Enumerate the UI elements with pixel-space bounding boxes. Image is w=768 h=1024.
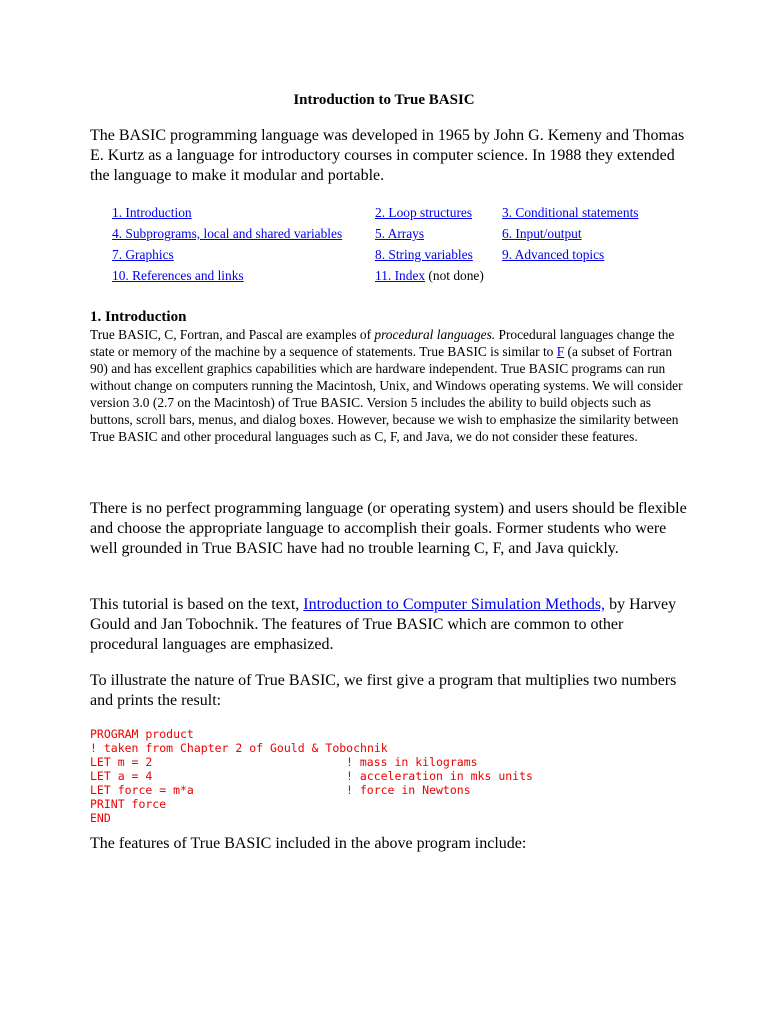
toc-row bbox=[112, 247, 639, 268]
section-heading-introduction: 1. Introduction bbox=[90, 309, 187, 325]
toc-link-conditional-statements[interactable]: 3. Conditional statements bbox=[502, 205, 639, 220]
code-comment: ! mass in kilograms bbox=[346, 755, 478, 769]
paragraph-text: This tutorial is based on the text, bbox=[90, 596, 304, 613]
toc-index-note: (not done) bbox=[425, 268, 484, 283]
toc-link-loop-structures[interactable]: 2. Loop structures bbox=[375, 205, 473, 220]
code-line bbox=[90, 783, 533, 797]
code-statement: LET force = m*a bbox=[90, 783, 194, 797]
italic-term: procedural languages. bbox=[374, 327, 496, 342]
code-statement: LET m = 2 bbox=[90, 755, 153, 769]
toc-link-subprograms[interactable]: 4. Subprograms, local and shared variables bbox=[112, 226, 343, 241]
section-paragraph-illustrate: To illustrate the nature of True BASIC, we first give a program that multiplies two numbers and prints the result: bbox=[90, 672, 677, 709]
intro-paragraph: The BASIC programming language was developed in 1965 by John G. Kemeny and Thomas E. Kurtz as a language for introductory courses in computer science. In 1988 they extended the language to make it modular and portable. bbox=[90, 127, 685, 184]
code-line bbox=[90, 755, 533, 769]
toc-link-input-output[interactable]: 6. Input/output bbox=[502, 226, 582, 241]
section-paragraph-no-perfect-language: There is no perfect programming language (or operating system) and users should be flexible and choose the appropriate language to accomplish their goals. Former students who were well grounded in True BASIC have had no trouble learning C, F, and Java quickly. bbox=[90, 500, 687, 557]
paragraph-text: Procedural languages change the state or memory of the machine by a sequence of statements. True BASIC is similar to bbox=[90, 327, 675, 359]
toc-row bbox=[112, 268, 639, 289]
toc-row bbox=[112, 205, 639, 226]
toc-link-index[interactable]: 11. Index bbox=[375, 268, 426, 283]
code-line: END bbox=[90, 811, 111, 825]
toc-link-string-variables[interactable]: 8. String variables bbox=[375, 247, 473, 262]
toc-link-introduction[interactable]: 1. Introduction bbox=[112, 205, 192, 220]
code-block bbox=[90, 727, 533, 825]
code-comment: ! acceleration in mks units bbox=[346, 769, 533, 783]
page-title: Introduction to True BASIC bbox=[293, 92, 475, 108]
code-line: ! taken from Chapter 2 of Gould & Tobochnik bbox=[90, 741, 388, 755]
paragraph-text: by Harvey Gould and Jan Tobochnik. The features of True BASIC which are common to other procedural languages are emphasized. bbox=[90, 596, 677, 653]
section-paragraph-features: The features of True BASIC included in the above program include: bbox=[90, 835, 527, 852]
code-line: PROGRAM product bbox=[90, 727, 194, 741]
code-line: PRINT force bbox=[90, 797, 167, 811]
toc-row bbox=[112, 226, 639, 247]
section-paragraph-tutorial-source bbox=[90, 595, 690, 655]
toc-link-arrays[interactable]: 5. Arrays bbox=[375, 226, 425, 241]
paragraph-text: True BASIC, C, Fortran, and Pascal are examples of bbox=[90, 327, 375, 342]
code-comment: ! force in Newtons bbox=[346, 783, 471, 797]
toc-link-references[interactable]: 10. References and links bbox=[112, 268, 244, 283]
code-line bbox=[90, 769, 533, 783]
toc-link-advanced-topics[interactable]: 9. Advanced topics bbox=[502, 247, 605, 262]
paragraph-text: (a subset of Fortran 90) and has excellent graphics capabilities which are hardware independent. True BASIC programs can run without change on computers running the Macintosh, Unix, and Windows operating systems. We will consider version 3.0 (2.7 on the Macintosh) of True BASIC. Version 5 includes the ability to build objects such as buttons, scroll bars, menus, and dialog boxes. However, because we wish to emphasize the similarity between True BASIC and other procedural languages such as C, F, and Java, we do not consider these features. bbox=[90, 344, 683, 444]
code-statement: LET a = 4 bbox=[90, 769, 153, 783]
section-paragraph-procedural bbox=[90, 326, 690, 445]
toc-link-graphics[interactable]: 7. Graphics bbox=[112, 247, 174, 262]
fortran-f-link[interactable]: F bbox=[556, 344, 565, 359]
book-link[interactable]: Introduction to Computer Simulation Methods, bbox=[303, 596, 606, 613]
table-of-contents bbox=[112, 205, 639, 289]
